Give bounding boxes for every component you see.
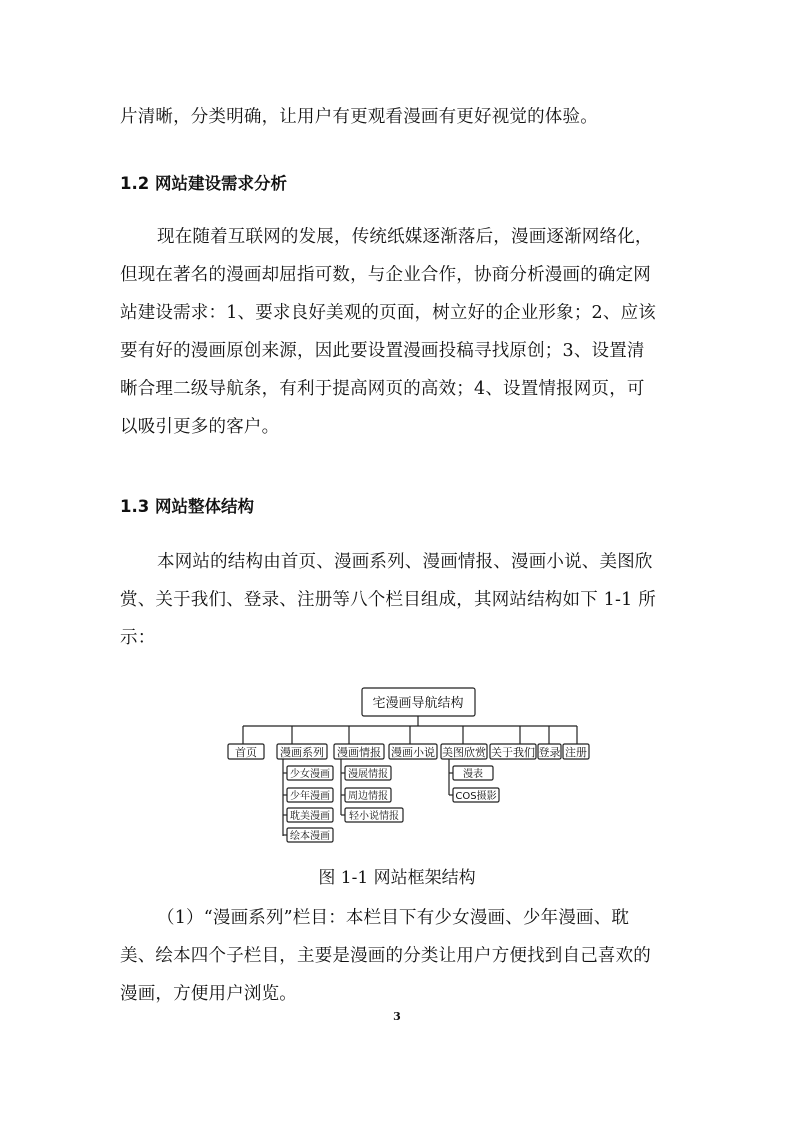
- paragraph-line: 赏、关于我们、登录、注册等八个栏目组成，其网站结构如下 1-1 所: [120, 590, 656, 610]
- nav-node-label: 关于我们: [491, 746, 535, 759]
- paragraph-line: 现在随着互联网的发展，传统纸媒逐渐落后，漫画逐渐网络化，: [157, 227, 653, 247]
- paragraph-line: （1）“漫画系列”栏目：本栏目下有少女漫画、少年漫画、耽: [157, 908, 630, 928]
- series-child-label: 少女漫画: [290, 769, 330, 780]
- nav-node-label: 漫画小说: [391, 746, 435, 759]
- info-child-label: 轻小说情报: [349, 811, 399, 822]
- figure-caption: 图 1-1 网站框架结构: [318, 868, 476, 888]
- section-1-3-heading: 1.3 网站整体结构: [120, 497, 254, 516]
- paragraph-line: 晰合理二级导航条，有利于提高网页的高效；4、设置情报网页，可: [120, 379, 645, 399]
- paragraph-line: 要有好的漫画原创来源，因此要设置漫画投稿寻找原创；3、设置清: [120, 341, 645, 361]
- nav-node-label: 注册: [565, 746, 587, 759]
- section-1-2-heading: 1.2 网站建设需求分析: [120, 174, 287, 193]
- paragraph-line: 示：: [120, 628, 156, 648]
- paragraph-line: 漫画，方便用户浏览。: [120, 984, 297, 1004]
- intro-tail-line: 片清晰，分类明确，让用户有更观看漫画有更好视觉的体验。: [120, 107, 598, 127]
- nav-node-label: 漫画系列: [280, 746, 324, 759]
- diagram-root-label: 宅漫画导航结构: [372, 696, 464, 711]
- info-child-label: 漫展情报: [348, 769, 388, 780]
- paragraph-line: 美、绘本四个子栏目，主要是漫画的分类让用户方便找到自己喜欢的: [120, 946, 651, 966]
- page-number: 3: [393, 1010, 401, 1023]
- series-child-label: 绘本漫画: [290, 831, 330, 842]
- paragraph-line: 但现在著名的漫画却屈指可数，与企业合作，协商分析漫画的确定网: [120, 265, 651, 285]
- nav-node-label: 美图欣赏: [442, 746, 486, 759]
- nav-node-label: 首页: [235, 746, 257, 759]
- series-child-label: 耽美漫画: [290, 811, 330, 822]
- nav-node-label: 漫画情报: [337, 746, 381, 759]
- gallery-child-label: COS摄影: [455, 791, 497, 802]
- paragraph-line: 以吸引更多的客户。: [120, 417, 280, 437]
- paragraph-line: 本网站的结构由首页、漫画系列、漫画情报、漫画小说、美图欣: [157, 552, 653, 572]
- nav-node-label: 登录: [538, 746, 561, 759]
- series-child-label: 少年漫画: [290, 791, 330, 802]
- paragraph-line: 站建设需求：1、要求良好美观的页面，树立好的企业形象；2、应该: [120, 303, 656, 323]
- info-child-label: 周边情报: [348, 791, 388, 802]
- gallery-child-label: 漫表: [463, 769, 483, 780]
